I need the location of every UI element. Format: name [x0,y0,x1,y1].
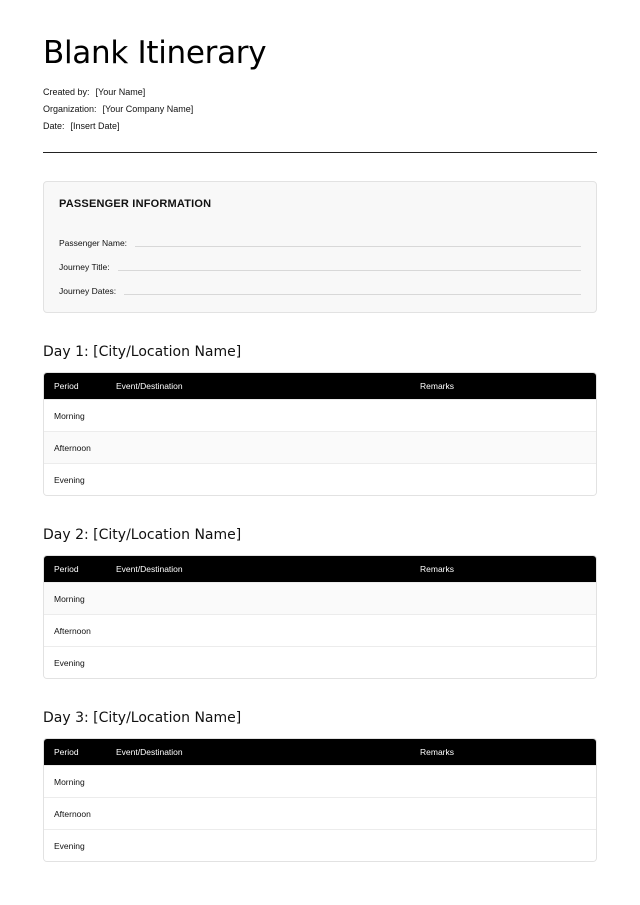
day-2-section [43,526,597,679]
field-label: Passenger Name: [59,238,128,248]
table-row [44,765,596,797]
day-2-table [43,555,597,679]
field-label: Journey Dates: [59,286,117,296]
period-cell: Afternoon [54,625,91,636]
journey-dates-field [59,274,581,298]
meta-organization [43,101,597,118]
day-heading: Day 2: [City/Location Name] [43,527,242,543]
meta-date [43,118,597,135]
period-cell: Morning [54,410,85,421]
header-remarks: Remarks [420,747,455,757]
table-row [44,614,596,646]
meta-value: [Your Name] [95,87,146,97]
meta-created-by [43,84,597,101]
field-label: Journey Title: [59,262,110,272]
table-row [44,646,596,678]
day-heading: Day 3: [City/Location Name] [43,710,242,726]
table-header [44,373,596,399]
header-divider [43,152,597,153]
header-event: Event/Destination [116,747,183,757]
period-cell: Afternoon [54,442,91,453]
table-header [44,739,596,765]
meta-value: [Your Company Name] [102,104,194,114]
journey-title-line[interactable] [118,270,581,271]
period-cell: Evening [54,657,85,668]
header-period: Period [54,564,79,574]
table-row [44,582,596,614]
day-heading: Day 1: [City/Location Name] [43,344,242,360]
journey-dates-line[interactable] [124,294,581,295]
day-3-section [43,709,597,862]
period-cell: Evening [54,474,85,485]
table-row [44,829,596,861]
header-event: Event/Destination [116,564,183,574]
period-cell: Afternoon [54,808,91,819]
meta-label: Date: [43,121,65,131]
period-cell: Morning [54,593,85,604]
table-row [44,463,596,495]
passenger-name-line[interactable] [135,246,581,247]
period-cell: Morning [54,776,85,787]
passenger-info-panel [43,181,597,313]
page-title: Blank Itinerary [43,35,267,71]
header-event: Event/Destination [116,381,183,391]
day-1-table [43,372,597,496]
table-row [44,399,596,431]
header-period: Period [54,381,79,391]
meta-value: [Insert Date] [70,121,120,131]
table-header [44,556,596,582]
header-remarks: Remarks [420,564,455,574]
document-meta [43,84,597,135]
passenger-info-heading: PASSENGER INFORMATION [59,198,212,210]
passenger-name-field [59,226,581,250]
table-row [44,431,596,463]
meta-label: Created by: [43,87,90,97]
header-period: Period [54,747,79,757]
day-1-section [43,343,597,496]
journey-title-field [59,250,581,274]
day-3-table [43,738,597,862]
meta-label: Organization: [43,104,97,114]
period-cell: Evening [54,840,85,851]
header-remarks: Remarks [420,381,455,391]
table-row [44,797,596,829]
